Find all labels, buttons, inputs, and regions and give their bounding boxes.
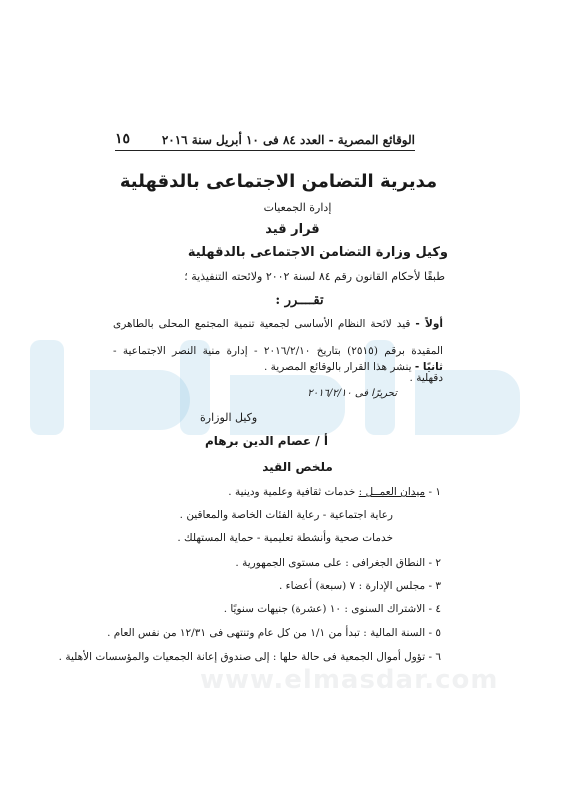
header-rule (115, 150, 415, 151)
article-second-label: ثانيًا - (414, 361, 443, 373)
decision-title: قرار قيد (265, 222, 320, 237)
list-item: رعاية اجتماعية - رعاية الفئات الخاصة والمعاقين . (179, 509, 393, 521)
watermark-url: www.elmasdar.com (200, 665, 499, 695)
article-first-text: قيد لائحة النظام الأساسى لجمعية تنمية المجتمع المحلى بالطاهرى المقيدة برقم (٢٥١٥) بتاريخ ٢٠١٦/٢/١٠ - إدارة منية النصر الاجتماعية - دقهلية . (113, 318, 443, 384)
list-item: ٤ - الاشتراك السنوى : ١٠ (عشرة) جنيهات سنويًا . (223, 603, 441, 615)
list-item: ٢ - النطاق الجغرافى : على مستوى الجمهورية . (235, 557, 441, 569)
deputy-minister-title: وكيل وزارة التضامن الاجتماعى بالدقهلية (187, 245, 448, 260)
department-name: إدارة الجمعيات (263, 201, 332, 214)
directorate-title: مديرية التضامن الاجتماعى بالدقهلية (119, 171, 438, 192)
page-number: ١٥ (115, 131, 131, 147)
list-item: ٣ - مجلس الإدارة : ٧ (سبعة) أعضاء . (278, 580, 441, 592)
issue-date: تحريرًا فى ٢٠١٦/٢/١٠ (307, 388, 397, 399)
article-second-text: ينشر هذا القرار بالوقائع المصرية . (264, 361, 412, 373)
signatory-name: أ / عصام الدين برهام (205, 434, 328, 448)
list-item: ٥ - السنة المالية : تبدأ من ١/١ من كل عام وتنتهى فى ١٢/٣١ من نفس العام . (107, 627, 441, 639)
article-second (264, 361, 443, 373)
article-first-label: أولاً - (415, 318, 443, 330)
item-number: ١ - (428, 486, 441, 498)
legal-basis: طبقًا لأحكام القانون رقم ٨٤ لسنة ٢٠٠٢ ولائحته التنفيذية ؛ (184, 270, 445, 283)
signatory-role: وكيل الوزارة (200, 411, 258, 424)
list-item: خدمات صحية وأنشطة تعليمية - حماية المستهلك . (177, 532, 393, 544)
decides-heading: تقــــرر : (275, 293, 324, 308)
item-label: ميدان العمــل : (358, 486, 426, 498)
summary-heading: ملخص القيد (262, 460, 333, 474)
running-header: الوقائع المصرية - العدد ٨٤ فى ١٠ أبريل سنة ٢٠١٦ (161, 133, 415, 147)
list-item: ٦ - تؤول أموال الجمعية فى حالة حلها : إلى صندوق إعانة الجمعيات والمؤسسات الأهلية . (58, 651, 441, 663)
item-text: خدمات ثقافية وعلمية ودينية . (228, 486, 356, 498)
article-first (113, 311, 443, 392)
list-item (228, 486, 441, 498)
